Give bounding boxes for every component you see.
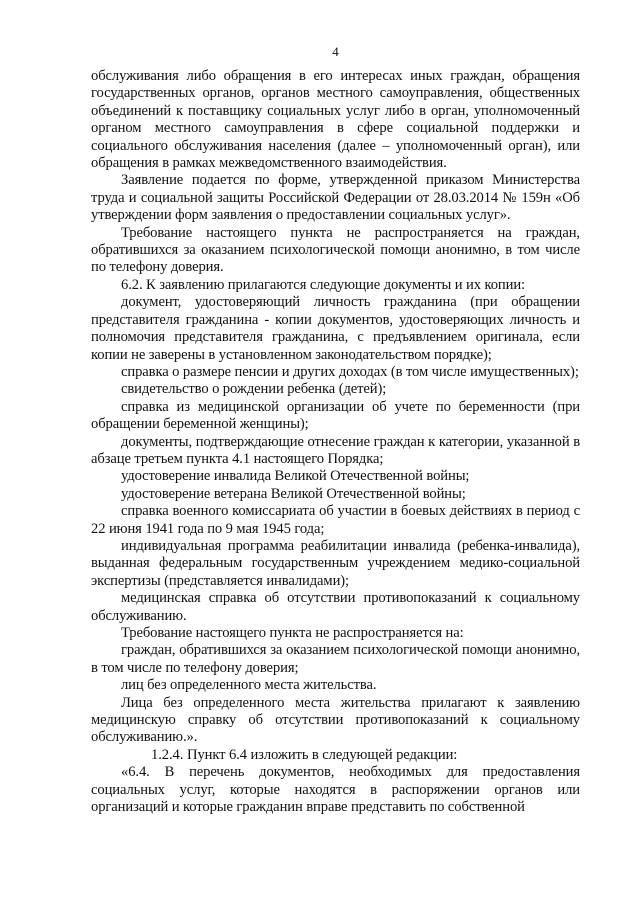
paragraph-1: обслуживания либо обращения в его интересах иных граждан, обращения государственных органов, органов местного самоуправления, общественных объединений к поставщику социальных услуг либо в орган, уполномоченный органом местного самоуправления в сфере социальной поддержки и социального обслуживания населения (далее – уполномоченный орган), или обращения в рамках межведомственного взаимодействия.: [91, 68, 580, 172]
paragraph-8: справка из медицинской организации об учете по беременности (при обращении беременной женщины);: [91, 398, 580, 433]
paragraph-16: граждан, обратившихся за оказанием психологической помощи анонимно, в том числе по телефону доверия;: [91, 642, 580, 676]
page-number: 4: [332, 44, 339, 59]
paragraph-18: Лица без определенного места жительства прилагают к заявлению медицинскую справку об отсутствии противопоказаний к социальному обслуживанию.».: [91, 694, 580, 746]
paragraph-7: свидетельство о рождении ребенка (детей);: [121, 381, 387, 398]
paragraph-9: документы, подтверждающие отнесение граждан к категории, указанной в абзаце третьем пункта 4.1 настоящего Порядка;: [91, 433, 580, 467]
paragraph-3: Требование настоящего пункта не распространяется на граждан, обратившихся за оказанием психологической помощи анонимно, в том числе по телефону доверия.: [91, 224, 580, 276]
paragraph-5: документ, удостоверяющий личность гражданина (при обращении представителя гражданина - копии документов, удостоверяющих личность и полномочия представителя гражданина, с предъявлением оригинала, если копии не заверены в установленном законодательством порядке);: [91, 294, 580, 363]
paragraph-19: «6.4. В перечень документов, необходимых для предоставления социальных услуг, которые находятся в распоряжении органов или организаций и которые гражданин вправе представить по собственной: [91, 764, 580, 816]
paragraph-11: удостоверение ветерана Великой Отечественной войны;: [121, 485, 466, 502]
clause-number: 1.2.4.: [151, 746, 184, 763]
paragraph-14: медицинская справка об отсутствии противопоказаний к социальному обслуживанию.: [91, 590, 580, 624]
paragraph-15: Требование настоящего пункта не распространяется на:: [121, 625, 464, 641]
clause-heading: [91, 747, 580, 764]
paragraph-13: индивидуальная программа реабилитации инвалида (ребенка-инвалида), выданная федеральным государственным учреждением медико-социальной экспертизы (представляется инвалидами);: [91, 537, 580, 589]
paragraph-2: Заявление подается по форме, утвержденной приказом Министерства труда и социальной защиты Российской Федерации от 28.03.2014 № 159н «Об утверждении форм заявления о предоставлении социальных услуг».: [91, 172, 580, 224]
paragraph-10: удостоверение инвалида Великой Отечественной войны;: [121, 468, 470, 485]
clause-text: Пункт 6.4 изложить в следующей редакции:: [187, 746, 458, 763]
paragraph-4: 6.2. К заявлению прилагаются следующие документы и их копии:: [121, 276, 526, 293]
paragraph-17: лиц без определенного места жительства.: [121, 677, 377, 694]
paragraph-6: справка о размере пенсии и других доходах (в том числе имущественных);: [121, 363, 579, 380]
paragraph-12: справка военного комиссариата об участии в боевых действиях в период с 22 июня 1941 года по 9 мая 1945 года;: [91, 503, 580, 537]
